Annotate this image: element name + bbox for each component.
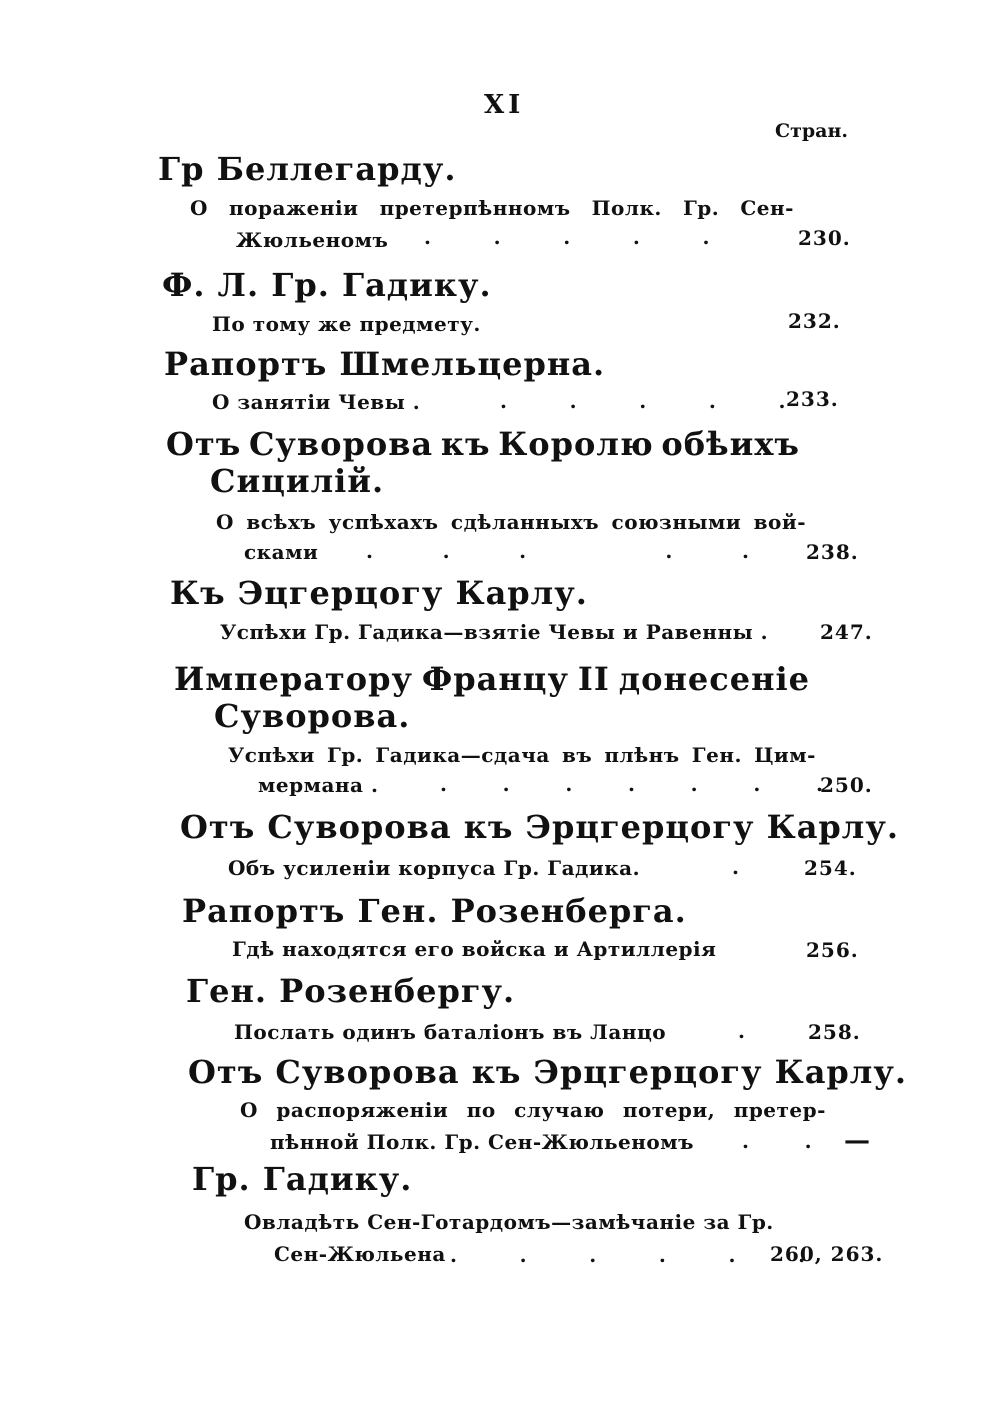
- entry-heading: Ген. Розенбергу.: [186, 972, 516, 1010]
- entry-heading: [174, 660, 810, 698]
- desc-word: О: [240, 1098, 258, 1122]
- page-number: 258.: [808, 1020, 861, 1044]
- dot-leader: . . . . .: [424, 225, 710, 249]
- page-number: 254.: [804, 856, 857, 880]
- entry-description-line: сками: [244, 540, 319, 564]
- heading-word: къ: [440, 425, 491, 463]
- desc-word: О: [190, 196, 208, 220]
- page-number: 250.: [820, 773, 873, 797]
- desc-word: всѣхъ: [246, 510, 317, 534]
- entry-heading: Рапортъ Ген. Розенберга.: [182, 892, 687, 930]
- desc-word: распоряженіи: [276, 1098, 449, 1122]
- desc-word: Гадика—сдача: [375, 743, 550, 767]
- page-number: 260, 263.: [770, 1242, 884, 1266]
- page-folio: XI: [484, 90, 525, 120]
- dot-leader: .: [732, 855, 739, 879]
- heading-word: Королю: [498, 425, 654, 463]
- page-number: 233.: [786, 387, 839, 411]
- desc-word: пораженіи: [229, 196, 359, 220]
- heading-word: II: [577, 660, 610, 698]
- entry-description-line: О занятіи Чевы .: [212, 390, 421, 414]
- entry-heading: Гр. Гадику.: [192, 1160, 413, 1198]
- entry-heading: Рапортъ Шмельцерна.: [164, 345, 606, 383]
- entry-description-line: [228, 743, 816, 767]
- page-number: —: [844, 1126, 871, 1156]
- desc-word: Ген.: [691, 743, 742, 767]
- entry-heading: Отъ Суворова къ Эрцгерцогу Карлу.: [188, 1053, 907, 1091]
- desc-word: претер-: [733, 1098, 826, 1122]
- entry-description-line: Послать одинъ баталіонъ въ Ланцо: [234, 1020, 667, 1044]
- entry-description-line: Овладѣть Сен-Готардомъ—замѣчаніе за Гр.: [244, 1210, 774, 1234]
- entry-heading: [166, 425, 800, 463]
- heading-word: Императору: [174, 660, 413, 698]
- heading-word: Отъ: [166, 425, 242, 463]
- entry-description-line: пѣнной Полк. Гр. Сен-Жюльеномъ: [270, 1130, 694, 1154]
- desc-word: случаю: [514, 1098, 605, 1122]
- desc-word: потери,: [622, 1098, 716, 1122]
- entry-description-line: Объ усиленіи корпуса Гр. Гадика.: [228, 856, 641, 880]
- desc-word: О: [216, 510, 234, 534]
- page-column-label: Стран.: [775, 120, 849, 142]
- page-number: 230.: [798, 226, 851, 250]
- dot-leader: . . . . .: [500, 389, 786, 413]
- desc-word: плѣнъ: [604, 743, 680, 767]
- page-number: 256.: [806, 938, 859, 962]
- entry-heading-line: Сицилій.: [210, 462, 385, 500]
- entry-description-line: [216, 510, 806, 534]
- dot-leader: . . . . . . .: [440, 772, 823, 796]
- desc-word: Гр.: [683, 196, 720, 220]
- entry-description-line: Успѣхи Гр. Гадика—взятіе Чевы и Равенны .: [220, 620, 769, 644]
- heading-word: донесеніе: [618, 660, 810, 698]
- entry-heading-line: Суворова.: [214, 697, 411, 735]
- heading-word: Францу: [421, 660, 569, 698]
- entry-description-line: По тому же предмету.: [212, 312, 481, 336]
- entry-description-line: Жюльеномъ: [236, 228, 389, 252]
- entry-heading: Къ Эцгерцогу Карлу.: [170, 574, 588, 612]
- heading-word: Суворова: [248, 425, 434, 463]
- entry-description-line: мермана .: [258, 773, 379, 797]
- desc-word: сдѣланныхъ: [450, 510, 600, 534]
- entry-heading: Ф. Л. Гр. Гадику.: [162, 266, 492, 304]
- desc-word: Цим-: [754, 743, 816, 767]
- entry-description-line: [240, 1098, 826, 1122]
- dot-leader: . . . . .: [366, 539, 749, 563]
- page-number: 247.: [820, 620, 873, 644]
- desc-word: въ: [561, 743, 593, 767]
- entry-heading: Гр Беллегарду.: [158, 150, 457, 188]
- desc-word: Сен-: [740, 196, 794, 220]
- desc-word: Гр.: [327, 743, 364, 767]
- entry-description-line: Сен-Жюльена: [274, 1242, 446, 1266]
- dot-leader: .: [738, 1019, 745, 1043]
- desc-word: Полк.: [591, 196, 662, 220]
- desc-word: Успѣхи: [228, 743, 315, 767]
- dot-leader: . . . . . .: [450, 1243, 806, 1267]
- desc-word: вой-: [753, 510, 806, 534]
- desc-word: по: [466, 1098, 496, 1122]
- desc-word: претерпѣнномъ: [379, 196, 571, 220]
- desc-word: союзными: [611, 510, 742, 534]
- heading-word: обѣихъ: [661, 425, 800, 463]
- entry-description-line: Гдѣ находятся его войска и Артиллерія: [232, 937, 717, 961]
- entry-heading: Отъ Суворова къ Эрцгерцогу Карлу.: [180, 808, 899, 846]
- desc-word: успѣхахъ: [328, 510, 439, 534]
- page-number: 232.: [788, 309, 841, 333]
- page-number: 238.: [806, 540, 859, 564]
- entry-description-line: [190, 196, 794, 220]
- dot-leader: . .: [742, 1129, 812, 1153]
